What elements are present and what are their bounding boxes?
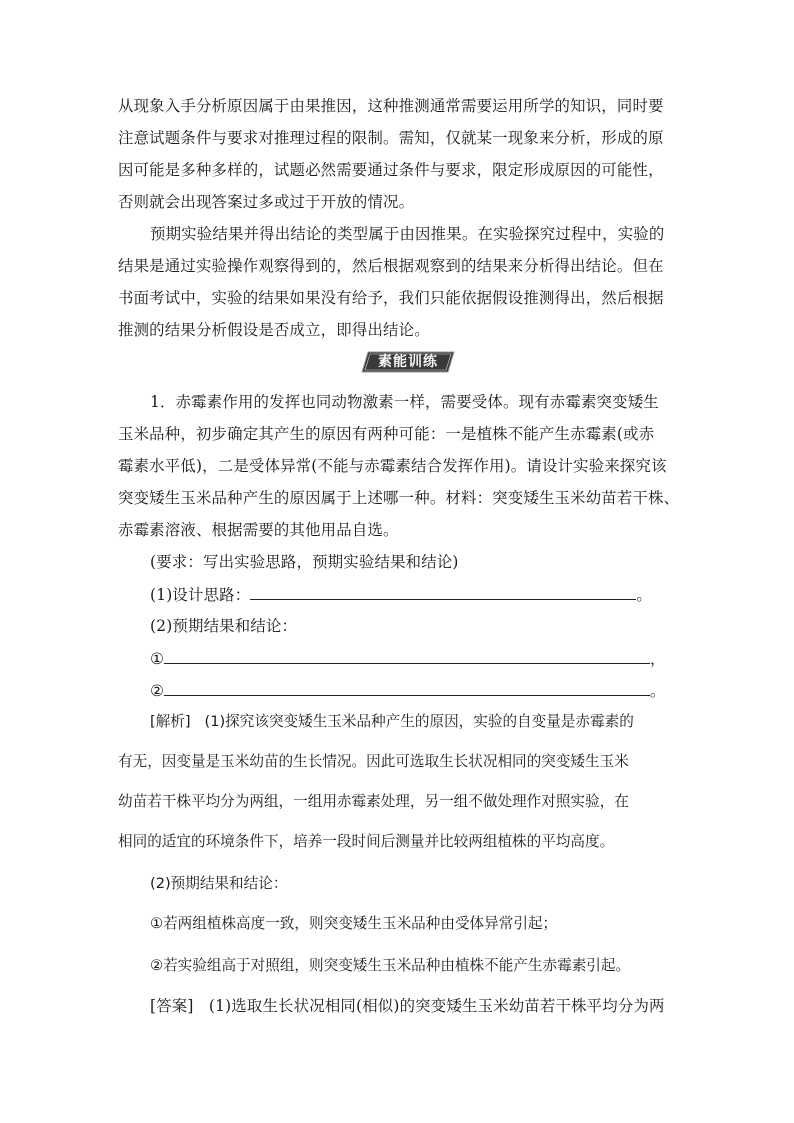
analysis-line-1 (150, 712, 678, 732)
intro-para2-line-4: 推测的结果分析假设是否成立，即得出结论。 (118, 321, 430, 339)
predict-prompt: (2)预期结果和结论： (150, 617, 298, 635)
item1-answer-blank[interactable] (164, 648, 650, 664)
question-line-1: 1．赤霉素作用的发挥也同动物激素一样，需要受体。现有赤霉素突变矮生 (150, 393, 659, 411)
item2-answer-blank[interactable] (164, 680, 650, 696)
item2-end-mark: 。 (650, 682, 666, 700)
analysis-result-1: ①若两组植株高度一致，则突变矮生玉米品种由受体异常引起； (150, 915, 558, 932)
question-line-4: 突变矮生玉米品种产生的原因属于上述哪一种。材料：突变矮生玉米幼苗若干株、 (118, 489, 680, 507)
predict-item-1-row (150, 648, 678, 669)
design-row (150, 584, 678, 605)
section-badge (360, 350, 456, 374)
intro-para1-line-4: 否则就会出现答案过多或过于开放的情况。 (118, 193, 415, 211)
intro-para2-line-3: 书面考试中，实验的结果如果没有给予，我们只能依据假设推测得出，然后根据 (118, 289, 664, 307)
analysis-tag: [解析] (150, 713, 191, 730)
analysis-line-4: 相同的适宜的环境条件下，培养一段时间后测量并比较两组植株的平均高度。 (118, 833, 615, 850)
intro-para1-line-1: 从现象入手分析原因属于由果推因，这种推测通常需要运用所学的知识，同时要 (118, 97, 664, 115)
question-line-2: 玉米品种，初步确定其产生的原因有两种可能：一是植株不能产生赤霉素(或赤 (118, 425, 655, 443)
item1-end-mark: ， (650, 650, 666, 668)
analysis-line-2: 有无，因变量是玉米幼苗的生长情况。因此可选取生长状况相同的突变矮生玉米 (118, 753, 629, 770)
intro-para1-line-3: 因可能是多种多样的，试题必然需要通过条件与要求，限定形成原因的可能性， (118, 161, 664, 179)
item2-mark: ② (150, 682, 164, 700)
answer-text: (1)选取生长状况相同(相似)的突变矮生玉米幼苗若干株平均分为两 (208, 997, 665, 1015)
item1-mark: ① (150, 650, 164, 668)
analysis-result-2: ②若实验组高于对照组，则突变矮生玉米品种由植株不能产生赤霉素引起。 (150, 957, 631, 974)
analysis-part2-title: (2)预期结果和结论： (150, 875, 288, 892)
answer-line-1 (150, 996, 678, 1016)
intro-para2-line-1: 预期实验结果并得出结论的类型属于由因推果。在实验探究过程中，实验的 (150, 225, 665, 243)
design-answer-blank[interactable] (250, 584, 636, 600)
analysis-line-1-text: (1)探究该突变矮生玉米品种产生的原因，实验的自变量是赤霉素的 (204, 713, 634, 730)
design-prompt: (1)设计思路： (150, 586, 251, 604)
intro-para1-line-2: 注意试题条件与要求对推理过程的限制。需知，仅就某一现象来分析，形成的原 (118, 129, 664, 147)
answer-tag: [答案] (150, 997, 194, 1015)
question-requirement: (要求：写出实验思路，预期实验结果和结论) (150, 553, 459, 571)
design-end-mark: 。 (636, 586, 652, 604)
section-badge-label: 素能训练 (378, 354, 438, 370)
predict-item-2-row (150, 680, 678, 701)
question-line-3: 霉素水平低)，二是受体异常(不能与赤霉素结合发挥作用)。请设计实验来探究该 (118, 457, 667, 475)
intro-para2-line-2: 结果是通过实验操作观察得到的，然后根据观察到的结果来分析得出结论。但在 (118, 257, 664, 275)
analysis-line-3: 幼苗若干株平均分为两组，一组用赤霉素处理，另一组不做处理作对照实验，在 (118, 793, 629, 810)
question-line-5: 赤霉素溶液、根据需要的其他用品自选。 (118, 521, 399, 539)
